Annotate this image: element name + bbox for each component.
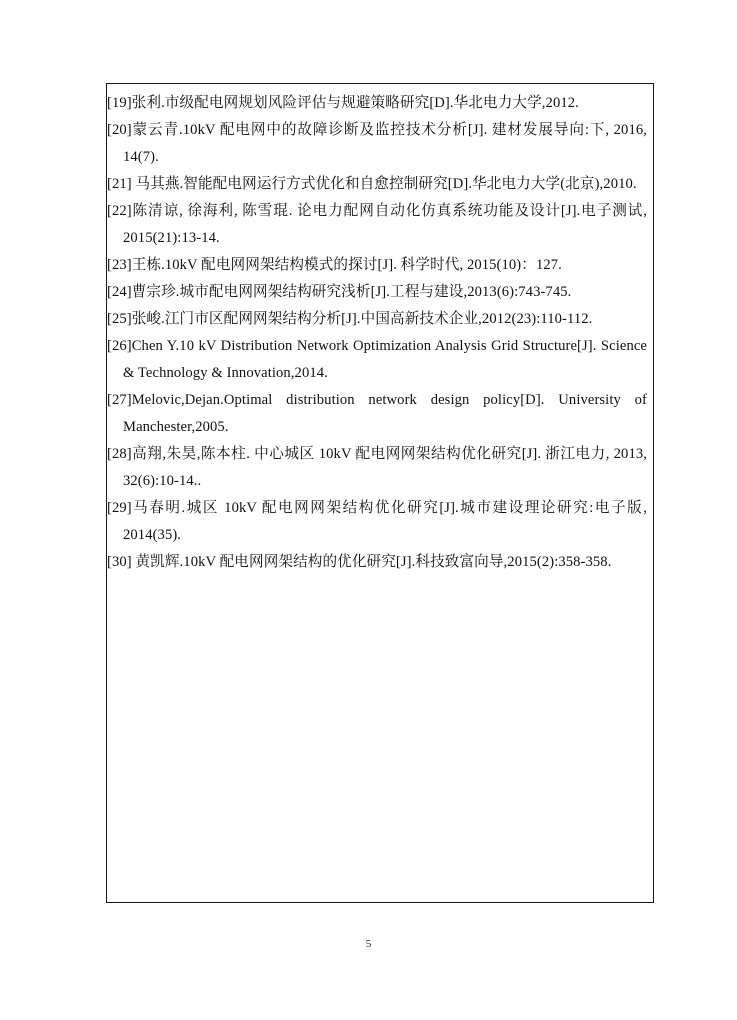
reference-item-28: [28]高翔,朱昊,陈本柱. 中心城区 10kV 配电网网架结构优化研究[J]. 浙江电力, 2013, 32(6):10-14.. <box>107 446 647 489</box>
reference-item-24: [24]曹宗珍.城市配电网网架结构研究浅析[J].工程与建设,2013(6):743-745. <box>107 284 572 300</box>
reference-item-20: [20]蒙云青.10kV 配电网中的故障诊断及监控技术分析[J]. 建材发展导向:下, 2016, 14(7). <box>107 122 647 165</box>
reference-item-29: [29]马春明.城区 10kV 配电网网架结构优化研究[J].城市建设理论研究:电子版, 2014(35). <box>107 500 647 543</box>
reference-frame <box>106 83 654 903</box>
reference-item-22: [22]陈清谅, 徐海利, 陈雪琨. 论电力配网自动化仿真系统功能及设计[J].电子测试, 2015(21):13-14. <box>107 203 647 246</box>
reference-list <box>107 90 653 576</box>
reference-item-19: [19]张利.市级配电网规划风险评估与规避策略研究[D].华北电力大学,2012. <box>107 95 579 111</box>
reference-item-23: [23]王栋.10kV 配电网网架结构模式的探讨[J]. 科学时代, 2015(10)：127. <box>107 257 562 273</box>
reference-item-21: [21] 马其燕.智能配电网运行方式优化和自愈控制研究[D].华北电力大学(北京),2010. <box>107 176 637 192</box>
page-number: 5 <box>365 938 372 950</box>
reference-item-27: [27]Melovic,Dejan.Optimal distribution network design policy[D]. University of Manchester,2005. <box>107 392 647 435</box>
reference-item-30: [30] 黄凯辉.10kV 配电网网架结构的优化研究[J].科技致富向导,2015(2):358-358. <box>107 554 612 570</box>
reference-item-25: [25]张峻.江门市区配网网架结构分析[J].中国高新技术企业,2012(23):110-112. <box>107 311 593 327</box>
reference-item-26: [26]Chen Y.10 kV Distribution Network Optimization Analysis Grid Structure[J]. Science & Technology & Innovation,2014. <box>107 338 647 381</box>
